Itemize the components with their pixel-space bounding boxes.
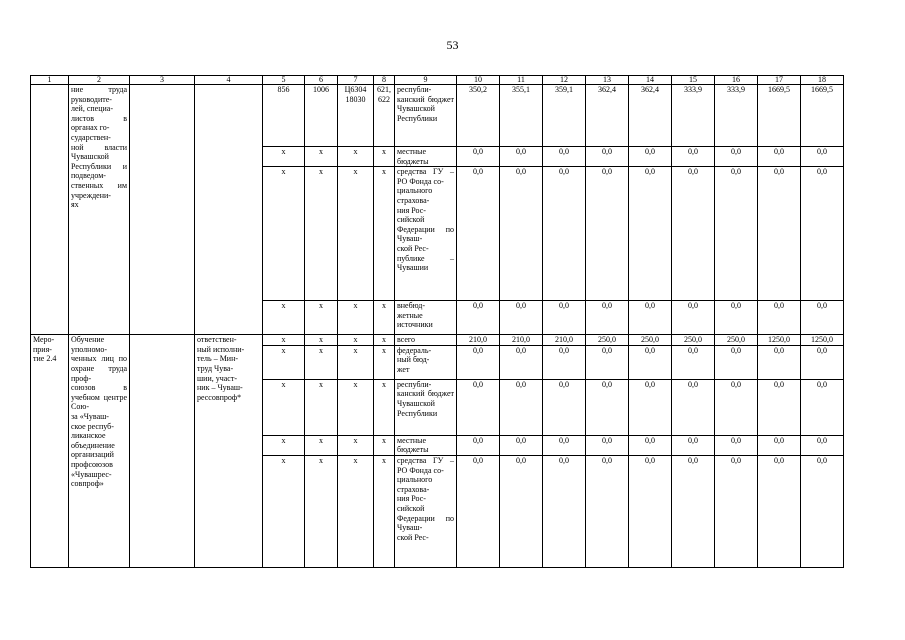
code-cell: x	[305, 167, 338, 301]
value-cell: 0,0	[457, 301, 500, 335]
value-cell: 350,2	[457, 85, 500, 147]
code-cell: x	[374, 379, 395, 435]
header-cell-5: 5	[263, 76, 305, 85]
value-cell: 210,0	[543, 335, 586, 346]
executor-cell: ответствен- ный исполни- тель – Мин- труд Чува- шии, участ- ник – Чуваш- рессовпроф*	[195, 335, 263, 568]
value-cell: 0,0	[715, 379, 758, 435]
empty-cell	[130, 335, 195, 568]
value-cell: 0,0	[672, 301, 715, 335]
value-cell: 0,0	[586, 379, 629, 435]
value-cell: 0,0	[801, 301, 844, 335]
value-cell: 0,0	[715, 301, 758, 335]
value-cell: 0,0	[801, 167, 844, 301]
value-cell: 0,0	[715, 147, 758, 167]
value-cell: 0,0	[543, 379, 586, 435]
code-cell: x	[263, 435, 305, 455]
value-cell: 362,4	[586, 85, 629, 147]
value-cell: 0,0	[801, 345, 844, 379]
value-cell: 0,0	[758, 301, 801, 335]
value-cell: 0,0	[629, 167, 672, 301]
table-row	[31, 85, 844, 147]
header-cell-11: 11	[500, 76, 543, 85]
value-cell: 1250,0	[758, 335, 801, 346]
header-cell-1: 1	[31, 76, 69, 85]
value-cell: 250,0	[629, 335, 672, 346]
value-cell: 0,0	[543, 345, 586, 379]
header-cell-8: 8	[374, 76, 395, 85]
code-cell: x	[305, 147, 338, 167]
value-cell: 0,0	[672, 435, 715, 455]
code-cell: x	[338, 335, 374, 346]
value-cell: 0,0	[758, 345, 801, 379]
funding-source-cell: республи- канский бюджет Чувашской Республики	[395, 85, 457, 147]
value-cell: 0,0	[457, 167, 500, 301]
code-cell: x	[374, 301, 395, 335]
funding-source-cell: местные бюджеты	[395, 147, 457, 167]
code-cell: 1006	[305, 85, 338, 147]
value-cell: 250,0	[672, 335, 715, 346]
code-cell: x	[305, 455, 338, 567]
value-cell: 0,0	[758, 379, 801, 435]
header-cell-14: 14	[629, 76, 672, 85]
value-cell: 0,0	[500, 435, 543, 455]
code-cell: 856	[263, 85, 305, 147]
code-cell: x	[263, 167, 305, 301]
value-cell: 0,0	[629, 379, 672, 435]
value-cell: 0,0	[629, 455, 672, 567]
code-cell: x	[263, 345, 305, 379]
measure-id-cell	[31, 85, 69, 335]
value-cell: 210,0	[457, 335, 500, 346]
value-cell: 1669,5	[801, 85, 844, 147]
header-cell-17: 17	[758, 76, 801, 85]
value-cell: 0,0	[543, 167, 586, 301]
value-cell: 0,0	[801, 435, 844, 455]
value-cell: 1250,0	[801, 335, 844, 346]
value-cell: 0,0	[586, 147, 629, 167]
value-cell: 0,0	[457, 379, 500, 435]
code-cell: x	[338, 379, 374, 435]
value-cell: 0,0	[586, 301, 629, 335]
code-cell: x	[263, 455, 305, 567]
value-cell: 0,0	[457, 147, 500, 167]
value-cell: 0,0	[543, 147, 586, 167]
header-cell-18: 18	[801, 76, 844, 85]
code-cell: x	[338, 455, 374, 567]
code-cell: x	[374, 335, 395, 346]
value-cell: 0,0	[801, 455, 844, 567]
value-cell: 0,0	[500, 167, 543, 301]
measure-name-cell: Обучение уполномо- ченных лиц по охране труда проф- союзов в учебном центре Сою- за «Чуваш- ское респуб- ликанское объединение организаций профсоюзов «Чувашрес- совпроф»	[69, 335, 130, 568]
value-cell: 0,0	[629, 301, 672, 335]
code-cell: x	[338, 301, 374, 335]
code-cell: x	[305, 435, 338, 455]
value-cell: 0,0	[801, 147, 844, 167]
code-cell: x	[305, 379, 338, 435]
measure-id-cell: Меро- прия- тие 2.4	[31, 335, 69, 568]
value-cell: 0,0	[715, 345, 758, 379]
code-cell: Ц6304 18030	[338, 85, 374, 147]
value-cell: 0,0	[758, 455, 801, 567]
value-cell: 0,0	[543, 301, 586, 335]
code-cell: x	[338, 147, 374, 167]
code-cell: x	[374, 167, 395, 301]
value-cell: 0,0	[500, 379, 543, 435]
value-cell: 0,0	[629, 345, 672, 379]
value-cell: 333,9	[672, 85, 715, 147]
value-cell: 0,0	[500, 345, 543, 379]
value-cell: 0,0	[672, 379, 715, 435]
code-cell: x	[374, 435, 395, 455]
value-cell: 0,0	[586, 167, 629, 301]
value-cell: 0,0	[629, 147, 672, 167]
value-cell: 0,0	[758, 147, 801, 167]
code-cell: x	[338, 345, 374, 379]
value-cell: 0,0	[672, 455, 715, 567]
code-cell: x	[305, 301, 338, 335]
value-cell: 0,0	[457, 435, 500, 455]
code-cell: x	[263, 379, 305, 435]
value-cell: 0,0	[715, 167, 758, 301]
funding-source-cell: средства ГУ – РО Фонда со- циального страхова- ния Рос- сийской Федерации по Чуваш- ской Рес-	[395, 455, 457, 567]
funding-source-cell: внебюд- жетные источники	[395, 301, 457, 335]
code-cell: x	[374, 147, 395, 167]
value-cell: 0,0	[500, 301, 543, 335]
code-cell: 621, 622	[374, 85, 395, 147]
value-cell: 0,0	[543, 435, 586, 455]
value-cell: 250,0	[586, 335, 629, 346]
value-cell: 0,0	[457, 455, 500, 567]
header-row	[31, 76, 844, 85]
value-cell: 0,0	[629, 435, 672, 455]
page-number: 53	[446, 38, 459, 52]
header-cell-13: 13	[586, 76, 629, 85]
value-cell: 359,1	[543, 85, 586, 147]
header-cell-7: 7	[338, 76, 374, 85]
code-cell: x	[263, 335, 305, 346]
funding-source-cell: средства ГУ – РО Фонда со- циального страхова- ния Рос- сийской Федерации по Чуваш- ской Рес- публике – Чувашии	[395, 167, 457, 301]
code-cell: x	[338, 167, 374, 301]
budget-table	[30, 75, 844, 568]
value-cell: 362,4	[629, 85, 672, 147]
code-cell: x	[263, 147, 305, 167]
value-cell: 210,0	[500, 335, 543, 346]
header-cell-15: 15	[672, 76, 715, 85]
value-cell: 333,9	[715, 85, 758, 147]
funding-source-cell: республи- канский бюджет Чувашской Республики	[395, 379, 457, 435]
measure-name-cell: ние труда руководите- лей, специа- листов в органах го- сударствен- ной власти Чувашской Республики и подведом- ственных им учреждени- ях	[69, 85, 130, 335]
value-cell: 0,0	[586, 455, 629, 567]
empty-cell	[130, 85, 195, 335]
value-cell: 0,0	[543, 455, 586, 567]
code-cell: x	[305, 335, 338, 346]
header-cell-9: 9	[395, 76, 457, 85]
value-cell: 0,0	[758, 435, 801, 455]
value-cell: 0,0	[586, 345, 629, 379]
code-cell: x	[305, 345, 338, 379]
value-cell: 1669,5	[758, 85, 801, 147]
value-cell: 0,0	[801, 379, 844, 435]
funding-source-cell: федераль- ный бюд- жет	[395, 345, 457, 379]
code-cell: x	[374, 345, 395, 379]
header-cell-4: 4	[195, 76, 263, 85]
value-cell: 0,0	[715, 455, 758, 567]
funding-source-cell: всего	[395, 335, 457, 346]
value-cell: 250,0	[715, 335, 758, 346]
table-row	[31, 335, 844, 346]
code-cell: x	[263, 301, 305, 335]
value-cell: 355,1	[500, 85, 543, 147]
value-cell: 0,0	[500, 455, 543, 567]
code-cell: x	[338, 435, 374, 455]
header-cell-10: 10	[457, 76, 500, 85]
executor-cell	[195, 85, 263, 335]
header-cell-2: 2	[69, 76, 130, 85]
code-cell: x	[374, 455, 395, 567]
value-cell: 0,0	[672, 147, 715, 167]
header-cell-3: 3	[130, 76, 195, 85]
value-cell: 0,0	[672, 167, 715, 301]
value-cell: 0,0	[672, 345, 715, 379]
value-cell: 0,0	[586, 435, 629, 455]
header-cell-12: 12	[543, 76, 586, 85]
value-cell: 0,0	[500, 147, 543, 167]
funding-source-cell: местные бюджеты	[395, 435, 457, 455]
header-cell-16: 16	[715, 76, 758, 85]
header-cell-6: 6	[305, 76, 338, 85]
value-cell: 0,0	[758, 167, 801, 301]
value-cell: 0,0	[715, 435, 758, 455]
value-cell: 0,0	[457, 345, 500, 379]
